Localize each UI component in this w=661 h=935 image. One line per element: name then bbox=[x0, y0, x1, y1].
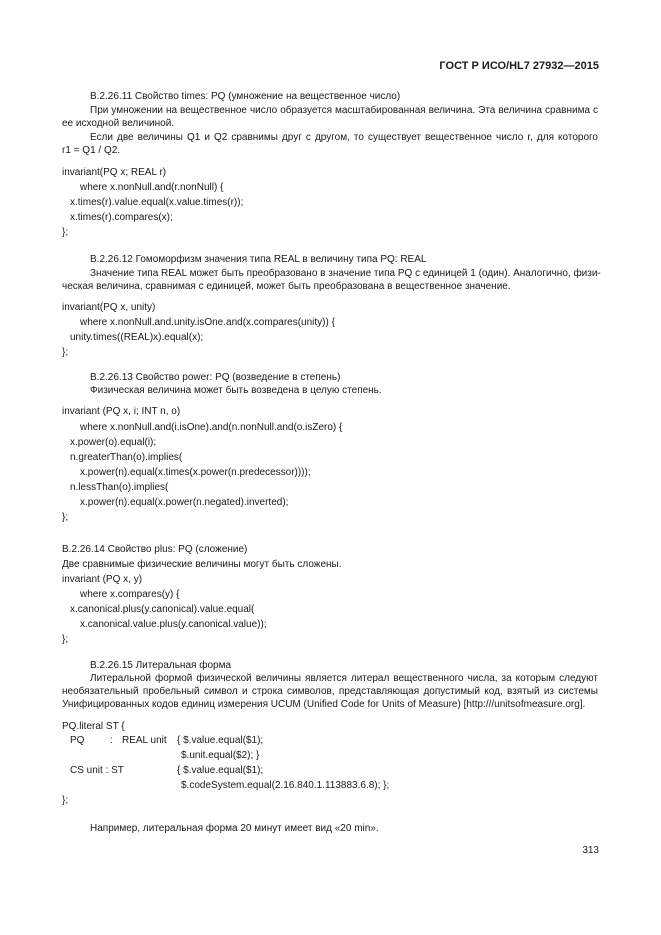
paragraph-line: Унифицированных кодов единиц измерения UCUM (Unified Code for Units of Measure) [http:///unitsofmeasure.org]. bbox=[62, 699, 586, 710]
code-line: x.times(r).compares(x); bbox=[70, 212, 173, 223]
code-line: where x.nonNull.and(i.isOne).and(n.nonNull.and(o.isZero) { bbox=[80, 422, 343, 433]
code-line: invariant(PQ x; REAL r) bbox=[62, 167, 167, 178]
code-line: n.lessThan(o).implies( bbox=[70, 482, 169, 493]
paragraph-line: r1 = Q1 / Q2. bbox=[62, 145, 121, 156]
code-line: CS unit : ST bbox=[70, 765, 124, 776]
code-line: PQ.literal ST { bbox=[62, 721, 125, 732]
section-title-literal: B.2.26.15 Литеральная форма bbox=[90, 660, 232, 671]
document-header: ГОСТ Р ИСО/HL7 27932—2015 bbox=[439, 60, 599, 72]
paragraph-line: ческая величина, сравнимая с единицей, может быть преобразована в вещественное значение. bbox=[62, 281, 511, 292]
code-line: x.canonical.plus(y.canonical).value.equal( bbox=[70, 604, 255, 615]
section-title-homomorphism: B.2.26.12 Гомоморфизм значения типа REAL в величину типа PQ: REAL bbox=[90, 254, 427, 265]
code-line: x.power(o).equal(i); bbox=[70, 437, 157, 448]
code-line: REAL unit bbox=[122, 735, 167, 746]
paragraph-line: Физическая величина может быть возведена в целую степень. bbox=[90, 385, 382, 396]
code-line: x.times(r).value.equal(x.value.times(r)); bbox=[70, 197, 244, 208]
code-line: invariant (PQ x, y) bbox=[62, 574, 143, 585]
code-line: where x.nonNull.and(r.nonNull) { bbox=[80, 182, 224, 193]
code-line: where x.compares(y) { bbox=[80, 589, 180, 600]
code-line: where x.nonNull.and.unity.isOne.and(x.compares(unity)) { bbox=[80, 317, 335, 328]
code-line: }; bbox=[62, 512, 69, 523]
code-line: unity.times((REAL)x).equal(x); bbox=[70, 332, 204, 343]
code-line: { $.value.equal($1); bbox=[177, 765, 264, 776]
code-line: PQ bbox=[70, 735, 85, 746]
example-paragraph: Например, литеральная форма 20 минут имеет вид «20 min». bbox=[90, 823, 379, 834]
code-line: invariant (PQ x, i; INT n, o) bbox=[62, 406, 181, 417]
code-line: x.power(n).equal(x.times(x.power(n.predecessor)))); bbox=[80, 467, 311, 478]
paragraph-line: Литеральной формой физической величины является литерал вещественного числа, за которым следуют bbox=[90, 673, 598, 684]
code-line: x.canonical.value.plus(y.canonical.value)); bbox=[80, 619, 267, 630]
code-line: invariant(PQ x, unity) bbox=[62, 302, 156, 313]
paragraph-line: Если две величины Q1 и Q2 сравнимы друг с другом, то существует вещественное число r, для которого bbox=[90, 132, 598, 143]
code-line: x.power(n).equal(x.power(n.negated).inverted); bbox=[80, 497, 289, 508]
code-line: }; bbox=[62, 634, 69, 645]
paragraph-line: необязательный пробельный символ и строка символов, представляющая допустимый код, взятый из системы bbox=[62, 686, 598, 697]
code-line: n.greaterThan(o).implies( bbox=[70, 452, 183, 463]
code-line: { $.value.equal($1); bbox=[177, 735, 264, 746]
code-line: }; bbox=[62, 795, 69, 806]
paragraph-line: Две сравнимые физические величины могут быть сложены. bbox=[62, 559, 342, 570]
section-title-times: B.2.26.11 Свойство times: PQ (умножение на вещественное число) bbox=[90, 91, 401, 102]
code-line: : bbox=[110, 735, 113, 746]
paragraph-line: Значение типа REAL может быть преобразовано в значение типа PQ с единицей 1 (один). Аналогично, физи- bbox=[90, 268, 601, 279]
paragraph-line: ее исходной величиной. bbox=[62, 118, 175, 129]
section-title-plus: B.2.26.14 Свойство plus: PQ (сложение) bbox=[62, 544, 248, 555]
paragraph-line: При умножении на вещественное число образуется масштабированная величина. Эта величина сравнима с bbox=[90, 105, 598, 116]
page-number: 313 bbox=[582, 845, 599, 856]
code-line: $.unit.equal($2); } bbox=[181, 750, 260, 761]
code-line: }; bbox=[62, 347, 69, 358]
code-line: $.codeSystem.equal(2.16.840.1.113883.6.8); }; bbox=[181, 780, 390, 791]
section-title-power: B.2.26.13 Свойство power: PQ (возведение в степень) bbox=[90, 372, 341, 383]
code-line: }; bbox=[62, 227, 69, 238]
